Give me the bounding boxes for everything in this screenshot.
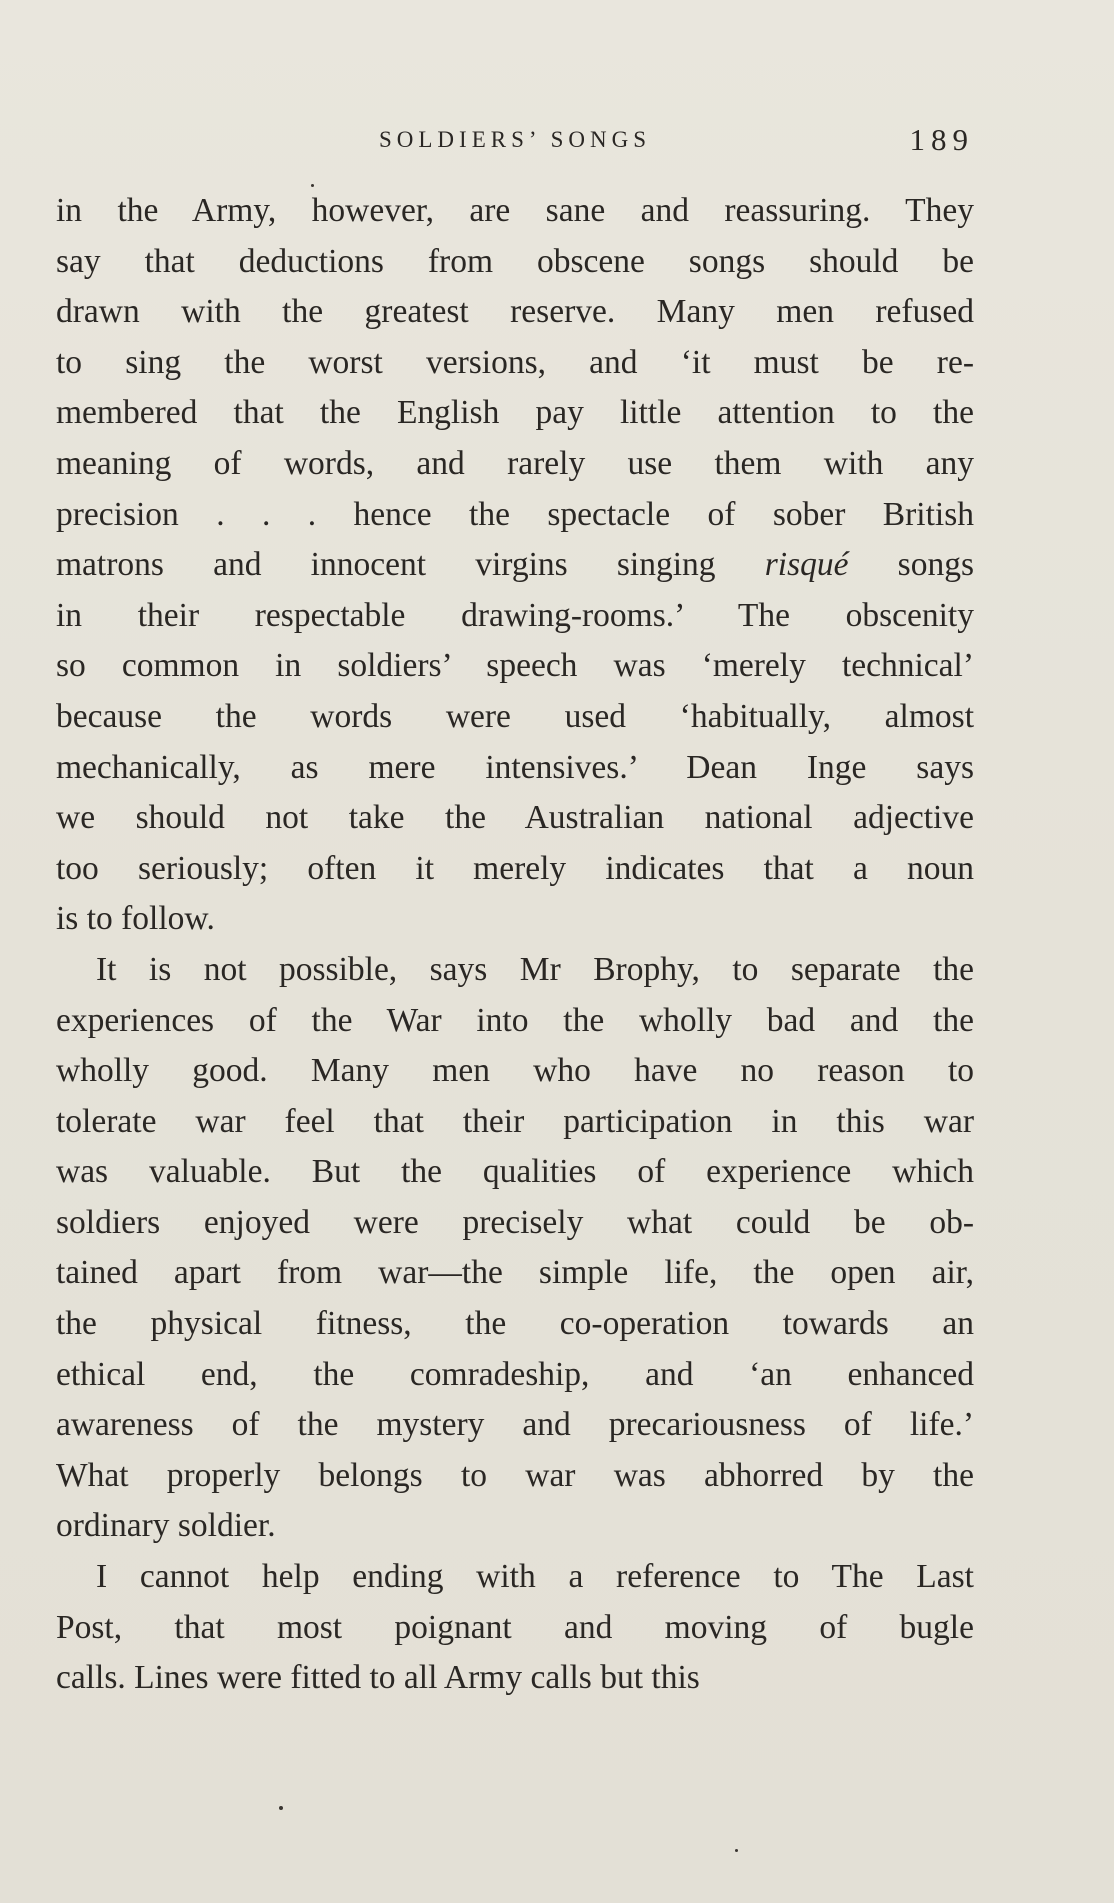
paragraph [56,1552,974,1704]
paragraph [56,186,974,945]
text-line: drawn with the greatest reserve. Many men refused [56,293,974,331]
text-line: in the Army, however, are sane and reassuring. They [56,192,974,229]
text-line: It is not possible, says Mr Brophy, to separate the [96,950,974,988]
text-line: tained apart from war—the simple life, the open air, [56,1254,974,1292]
text-line: meaning of words, and rarely use them with any [56,444,974,482]
page-number: 189 [909,122,974,157]
text-line: precision . . . hence the spectacle of sober British [56,495,974,533]
text-line: experiences of the War into the wholly bad and the [56,1001,974,1039]
text-line: we should not take the Australian national adjective [56,799,974,837]
text-line: the physical fitness, the co-operation towards an [56,1305,974,1343]
text-line: to sing the worst versions, and ‘it must be re- [56,343,974,381]
paragraph [56,945,974,1552]
body-text [56,186,974,1704]
text-line: calls. Lines were fitted to all Army calls but this [56,1659,700,1697]
text-line: tolerate war feel that their participation in this war [56,1102,974,1140]
running-head [56,120,974,160]
text-line: was valuable. But the qualities of experience which [56,1153,974,1191]
text-line: soldiers enjoyed were precisely what could be ob- [56,1203,974,1241]
text-line: matrons and innocent virgins singing risqué songs [56,546,974,584]
text-line: awareness of the mystery and precariousness of life.’ [56,1406,974,1444]
paper-speck [279,1806,283,1810]
text-line: membered that the English pay little attention to the [56,394,974,432]
running-title: SOLDIERS’ SONGS [378,127,652,152]
text-line: so common in soldiers’ speech was ‘merely technical’ [56,647,974,685]
text-line: wholly good. Many men who have no reason to [56,1052,974,1090]
text-line: I cannot help ending with a reference to The Last [96,1558,974,1596]
paper-speck [311,184,314,187]
paper-speck [735,1849,738,1852]
text-line: because the words were used ‘habitually, almost [56,697,974,735]
text-line: What properly belongs to war was abhorred by the [56,1456,974,1494]
text-line: say that deductions from obscene songs should be [56,242,974,280]
text-line: Post, that most poignant and moving of bugle [56,1608,974,1646]
text-line: is to follow. [56,900,215,938]
text-line: mechanically, as mere intensives.’ Dean Inge says [56,748,974,786]
text-line: too seriously; often it merely indicates that a noun [56,849,974,887]
text-line: in their respectable drawing-rooms.’ The obscenity [56,596,974,634]
text-line: ordinary soldier. [56,1507,276,1545]
text-line: ethical end, the comradeship, and ‘an enhanced [56,1355,974,1393]
